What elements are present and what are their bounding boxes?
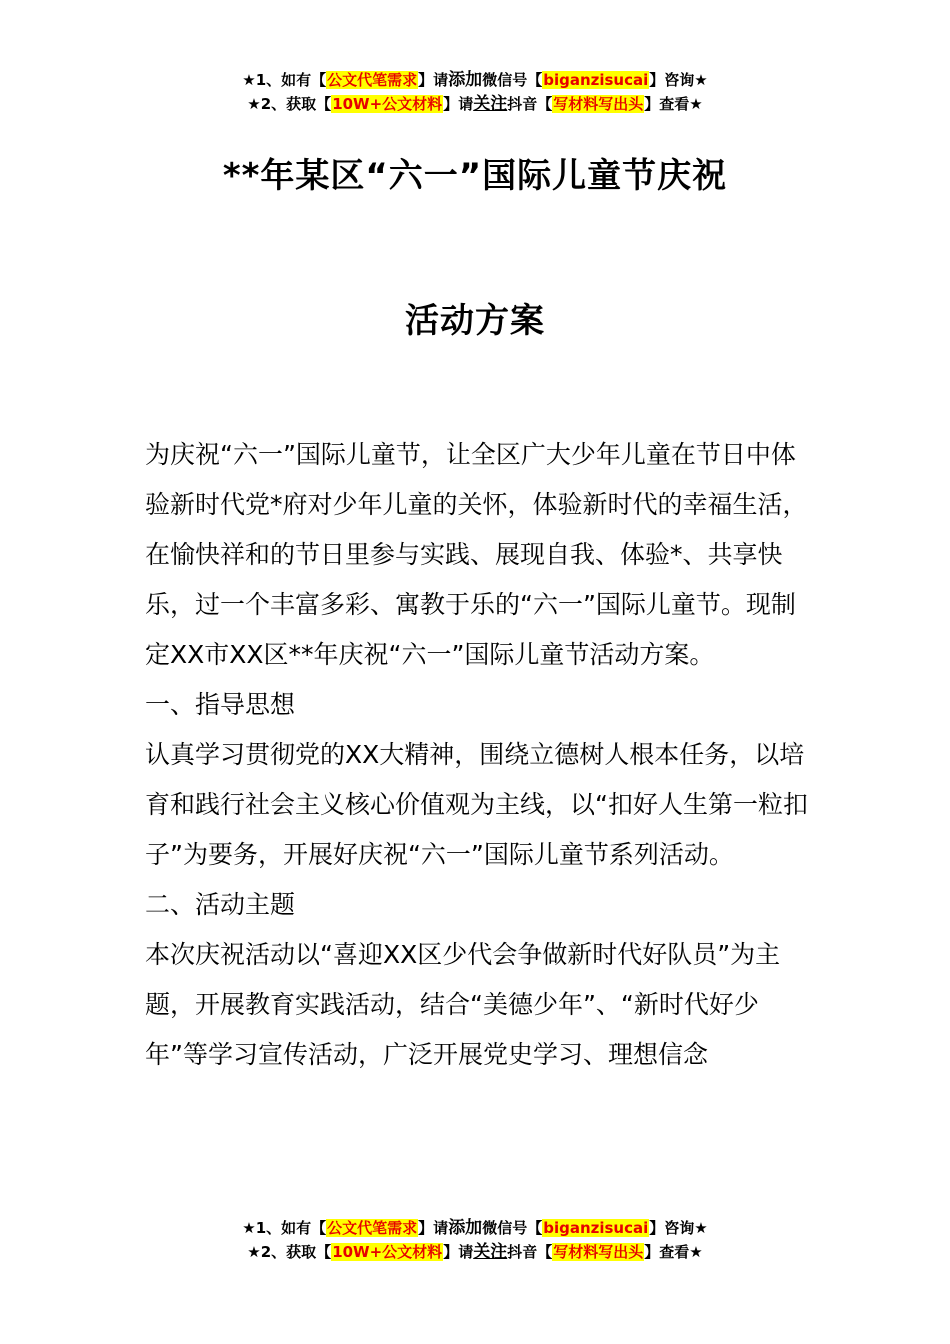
- section-heading-activity-theme: 二、活动主题: [145, 890, 296, 919]
- footer-banner: [0, 1216, 950, 1264]
- highlight-writing-service: 公文代笔需求: [327, 71, 418, 89]
- banner-emphasis: 关注: [473, 94, 508, 114]
- banner-text: ★1、如有【: [242, 1219, 327, 1237]
- banner-text: ★2、获取【: [247, 1243, 332, 1261]
- banner-text: 】请: [418, 71, 449, 89]
- banner-text: 微信号【: [482, 1219, 543, 1237]
- highlight-wechat-id: biganzisucai: [543, 1219, 649, 1237]
- document-body: [145, 430, 810, 1080]
- intro-paragraph: 为庆祝“六一”国际儿童节，让全区广大少年儿童在节日中体验新时代党*府对少年儿童的关怀，体验新时代的幸福生活，在愉快祥和的节日里参与实践、展现自我、体验*、共享快乐，过一个丰富多彩、寓教于乐的“六一”国际儿童节。现制定XX市XX区**年庆祝“六一”国际儿童节活动方案。: [145, 440, 808, 669]
- banner-text: 抖音【: [507, 1243, 553, 1261]
- highlight-wechat-id: biganzisucai: [543, 71, 649, 89]
- document-title-line-2: 活动方案: [405, 301, 545, 341]
- highlight-materials: 10W+公文材料: [332, 95, 443, 113]
- banner-text: 微信号【: [482, 71, 543, 89]
- banner-emphasis: 关注: [473, 1242, 508, 1262]
- highlight-materials: 10W+公文材料: [332, 1243, 443, 1261]
- banner-text: ★2、获取【: [247, 95, 332, 113]
- document-title-line-1: **年某区“六一”国际儿童节庆祝: [222, 156, 728, 196]
- banner-line-2: [0, 92, 950, 116]
- header-banner: [0, 68, 950, 116]
- activity-theme-paragraph: 本次庆祝活动以“喜迎XX区少代会争做新时代好队员”为主题，开展教育实践活动，结合“美德少年”、“新时代好少年”等学习宣传活动，广泛开展党史学习、理想信念: [145, 940, 781, 1069]
- banner-text: 】查看★: [644, 95, 703, 113]
- banner-emphasis: 添加: [448, 1218, 483, 1238]
- banner-text: 】请: [443, 95, 474, 113]
- banner-text: ★1、如有【: [242, 71, 327, 89]
- banner-line-1: [0, 1216, 950, 1240]
- highlight-douyin-account: 写材料写出头: [553, 1243, 644, 1261]
- banner-line-1: [0, 68, 950, 92]
- guiding-ideology-paragraph: 认真学习贯彻党的XX大精神，围绕立德树人根本任务，以培育和践行社会主义核心价值观为主线，以“扣好人生第一粒扣子”为要务，开展好庆祝“六一”国际儿童节系列活动。: [145, 740, 808, 869]
- banner-text: 】请: [418, 1219, 449, 1237]
- banner-line-2: [0, 1240, 950, 1264]
- highlight-writing-service: 公文代笔需求: [327, 1219, 418, 1237]
- banner-text: 】查看★: [644, 1243, 703, 1261]
- banner-text: 抖音【: [507, 95, 553, 113]
- banner-emphasis: 添加: [448, 70, 483, 90]
- banner-text: 】咨询★: [649, 71, 708, 89]
- banner-text: 】咨询★: [649, 1219, 708, 1237]
- highlight-douyin-account: 写材料写出头: [553, 95, 644, 113]
- section-heading-guiding-ideology: 一、指导思想: [145, 690, 296, 719]
- banner-text: 】请: [443, 1243, 474, 1261]
